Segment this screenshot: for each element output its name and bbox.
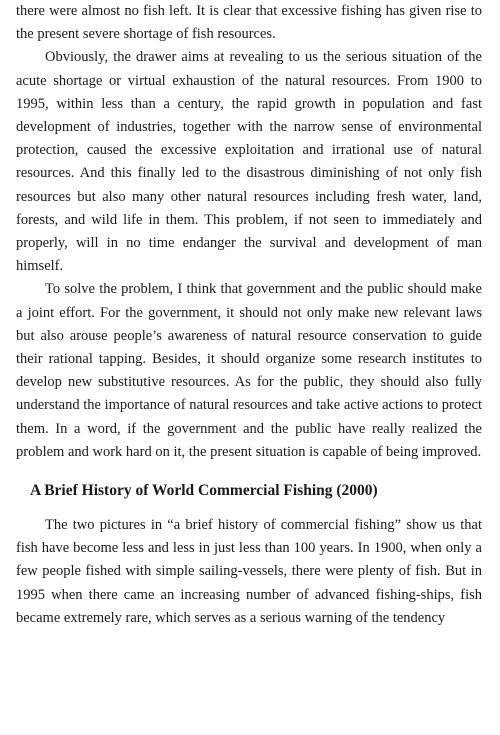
paragraph-solution: To solve the problem, I think that government and the public should make a joint effort. For the government, it should not only make new relevant laws but also arouse people’s awareness of natural resource conservation to guide their rational tapping. Besides, it should organize some research institutes to develop new substitutive resources. As for the public, they should also fully understand the importance of natural resources and take active actions to protect them. In a word, if the government and the public have really realized the problem and work hard on it, the present situation is capable of being improved.: [16, 281, 482, 460]
paragraph-continuation: there were almost no fish left. It is clear that excessive fishing has given rise to the present severe shortage of fish resources.: [16, 3, 482, 43]
document-page: [16, 0, 482, 630]
section-heading: A Brief History of World Commercial Fishing (2000): [30, 482, 378, 500]
paragraph-analysis: Obviously, the drawer aims at revealing to us the serious situation of the acute shortage or virtual exhaustion of the natural resources. From 1900 to 1995, within less than a century, the rapid growth in population and fast development of industries, together with the narrow sense of environmental protection, caused the excessive exploitation and irrational use of natural resources. And this finally led to the disastrous diminishing of not only fish resources but also many other natural resources including fresh water, land, forests, and wild life in them. This problem, if not seen to immediately and properly, will in no time endanger the survival and development of man himself.: [16, 49, 482, 275]
paragraph-description: The two pictures in “a brief history of commercial fishing” show us that fish have become less and less in just less than 100 years. In 1900, when only a few people fished with simple sailing-vessels, there were plenty of fish. But in 1995 when there came an increasing number of advanced fishing-ships, fish became extremely rare, which serves as a serious warning of the tendency: [16, 517, 482, 626]
